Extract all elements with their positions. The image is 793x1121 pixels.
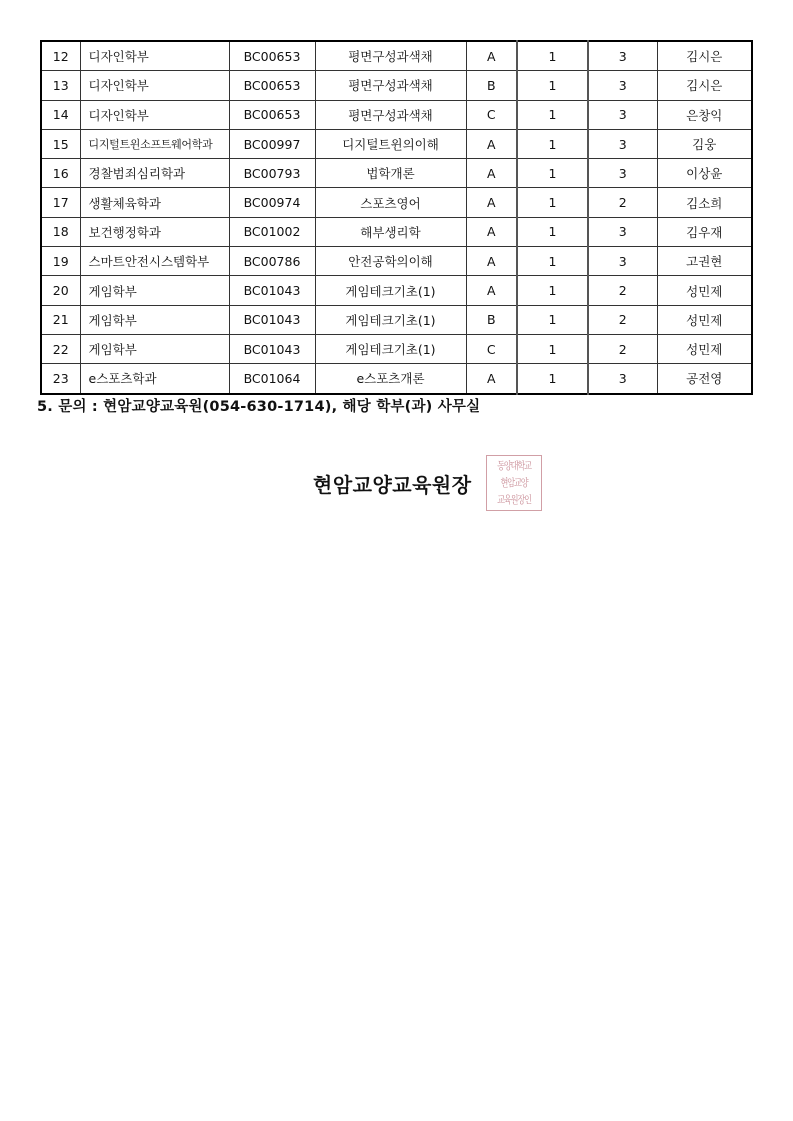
table-row <box>41 129 752 158</box>
course-name-cell: 게임테크기초(1) <box>315 305 466 334</box>
row-number-cell: 15 <box>41 129 80 158</box>
department-cell: e스포츠학과 <box>80 364 229 394</box>
year-cell: 1 <box>517 247 588 276</box>
credits-cell: 2 <box>588 276 657 305</box>
department-cell: 디지털트윈소프트웨어학과 <box>80 129 229 158</box>
row-number-cell: 20 <box>41 276 80 305</box>
year-cell: 1 <box>517 71 588 100</box>
course-name-cell: 평면구성과색채 <box>315 71 466 100</box>
section-cell: B <box>466 305 517 334</box>
year-cell: 1 <box>517 100 588 129</box>
section-cell: A <box>466 188 517 217</box>
course-table <box>40 40 753 395</box>
course-code-cell: BC01043 <box>229 305 315 334</box>
seal-line: 동양대학교 <box>497 460 531 473</box>
professor-cell: 김시은 <box>657 41 752 71</box>
section-cell: A <box>466 364 517 394</box>
section-cell: C <box>466 334 517 363</box>
course-name-cell: 게임테크기초(1) <box>315 334 466 363</box>
section-cell: A <box>466 159 517 188</box>
course-code-cell: BC00653 <box>229 100 315 129</box>
table-row <box>41 71 752 100</box>
year-cell: 1 <box>517 305 588 334</box>
row-number-cell: 23 <box>41 364 80 394</box>
credits-cell: 2 <box>588 305 657 334</box>
course-name-cell: 법학개론 <box>315 159 466 188</box>
professor-cell: 김소희 <box>657 188 752 217</box>
table-row <box>41 159 752 188</box>
course-name-cell: 해부생리학 <box>315 217 466 246</box>
professor-cell: 성민제 <box>657 334 752 363</box>
credits-cell: 3 <box>588 129 657 158</box>
professor-cell: 은창익 <box>657 100 752 129</box>
credits-cell: 3 <box>588 71 657 100</box>
row-number-cell: 14 <box>41 100 80 129</box>
year-cell: 1 <box>517 364 588 394</box>
course-code-cell: BC01043 <box>229 334 315 363</box>
course-name-cell: 안전공학의이해 <box>315 247 466 276</box>
year-cell: 1 <box>517 159 588 188</box>
credits-cell: 3 <box>588 217 657 246</box>
professor-cell: 이상윤 <box>657 159 752 188</box>
professor-cell: 고권현 <box>657 247 752 276</box>
department-cell: 디자인학부 <box>80 71 229 100</box>
section-cell: A <box>466 217 517 246</box>
row-number-cell: 19 <box>41 247 80 276</box>
table-row <box>41 188 752 217</box>
professor-cell: 김우재 <box>657 217 752 246</box>
table-row <box>41 100 752 129</box>
course-name-cell: 평면구성과색채 <box>315 100 466 129</box>
year-cell: 1 <box>517 217 588 246</box>
credits-cell: 2 <box>588 334 657 363</box>
row-number-cell: 12 <box>41 41 80 71</box>
credits-cell: 3 <box>588 159 657 188</box>
section-cell: A <box>466 276 517 305</box>
course-name-cell: 스포츠영어 <box>315 188 466 217</box>
credits-cell: 2 <box>588 188 657 217</box>
row-number-cell: 13 <box>41 71 80 100</box>
course-name-cell: 게임테크기초(1) <box>315 276 466 305</box>
course-code-cell: BC00653 <box>229 41 315 71</box>
professor-cell: 성민제 <box>657 305 752 334</box>
table-row <box>41 364 752 394</box>
year-cell: 1 <box>517 276 588 305</box>
year-cell: 1 <box>517 188 588 217</box>
section-cell: A <box>466 41 517 71</box>
table-row <box>41 247 752 276</box>
year-cell: 1 <box>517 334 588 363</box>
course-code-cell: BC01064 <box>229 364 315 394</box>
year-cell: 1 <box>517 41 588 71</box>
course-code-cell: BC01002 <box>229 217 315 246</box>
department-cell: 디자인학부 <box>80 41 229 71</box>
professor-cell: 공전영 <box>657 364 752 394</box>
row-number-cell: 18 <box>41 217 80 246</box>
inquiry-note: 5. 문의 : 현암교양교육원(054-630-1714), 해당 학부(과) 사무실 <box>37 399 481 415</box>
row-number-cell: 17 <box>41 188 80 217</box>
course-table-body <box>41 41 752 394</box>
credits-cell: 3 <box>588 41 657 71</box>
department-cell: 게임학부 <box>80 334 229 363</box>
department-cell: 생활체육학과 <box>80 188 229 217</box>
department-cell: 스마트안전시스템학부 <box>80 247 229 276</box>
professor-cell: 김시은 <box>657 71 752 100</box>
row-number-cell: 21 <box>41 305 80 334</box>
year-cell: 1 <box>517 129 588 158</box>
table-row <box>41 276 752 305</box>
section-cell: A <box>466 247 517 276</box>
seal-line: 교육원장인 <box>497 493 531 506</box>
course-code-cell: BC00653 <box>229 71 315 100</box>
course-code-cell: BC00793 <box>229 159 315 188</box>
professor-cell: 김웅 <box>657 129 752 158</box>
row-number-cell: 16 <box>41 159 80 188</box>
course-name-cell: 평면구성과색채 <box>315 41 466 71</box>
table-row <box>41 305 752 334</box>
department-cell: 보건행정학과 <box>80 217 229 246</box>
department-cell: 디자인학부 <box>80 100 229 129</box>
course-code-cell: BC01043 <box>229 276 315 305</box>
table-row <box>41 217 752 246</box>
signatory-title: 현암교양교육원장 <box>313 473 472 497</box>
credits-cell: 3 <box>588 247 657 276</box>
section-cell: C <box>466 100 517 129</box>
course-code-cell: BC00786 <box>229 247 315 276</box>
credits-cell: 3 <box>588 100 657 129</box>
department-cell: 게임학부 <box>80 305 229 334</box>
course-name-cell: e스포츠개론 <box>315 364 466 394</box>
seal-line: 현암교양 <box>500 476 528 489</box>
section-cell: B <box>466 71 517 100</box>
department-cell: 경찰범죄심리학과 <box>80 159 229 188</box>
department-cell: 게임학부 <box>80 276 229 305</box>
course-code-cell: BC00974 <box>229 188 315 217</box>
professor-cell: 성민제 <box>657 276 752 305</box>
credits-cell: 3 <box>588 364 657 394</box>
table-row <box>41 41 752 71</box>
row-number-cell: 22 <box>41 334 80 363</box>
table-row <box>41 334 752 363</box>
course-name-cell: 디지털트윈의이해 <box>315 129 466 158</box>
section-cell: A <box>466 129 517 158</box>
official-seal <box>486 455 542 511</box>
course-code-cell: BC00997 <box>229 129 315 158</box>
